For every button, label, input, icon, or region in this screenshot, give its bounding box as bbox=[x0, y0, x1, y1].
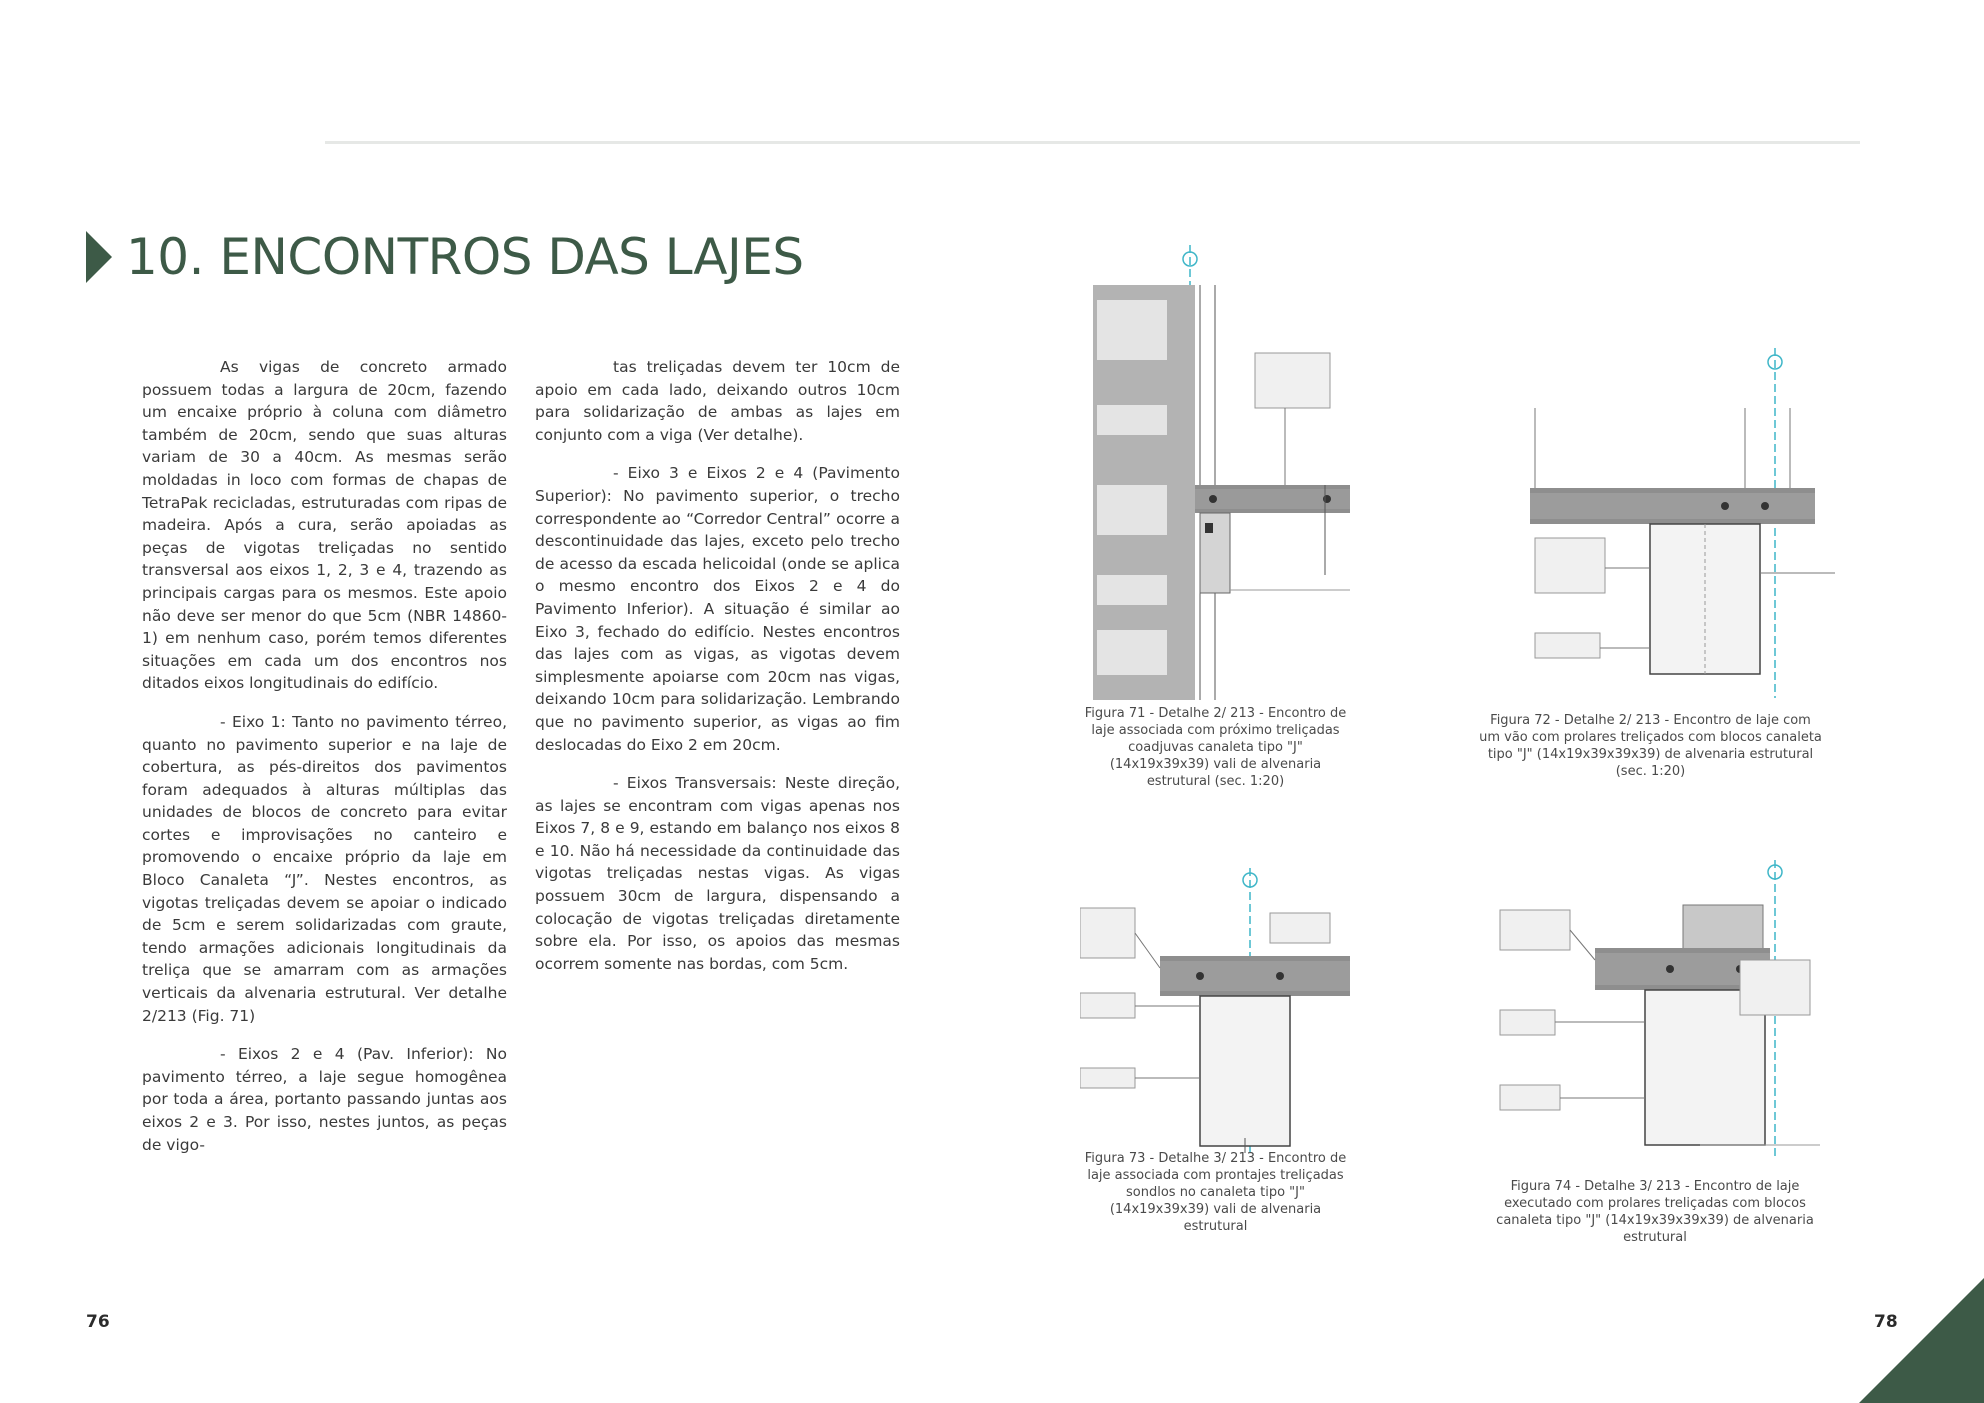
paragraph: As vigas de concreto armado possuem todas a largura de 20cm, fazendo um encaixe próprio à coluna com diâmetro também de 20cm, sendo que suas alturas variam de 30 a 40cm. As mesmas serão moldadas in loco com formas de chapas de TetraPak recicladas, estruturadas com ripas de madeira. Após a cura, serão apoiadas as peças de vigotas treliçadas no sentido transversal aos eixos 1, 2, 3 e 4, trazendo as principais cargas para os mesmos. Este apoio não deve ser menor do que 5cm (NBR 14860-1) em nenhum caso, porém temos diferentes situações em cada um dos encontros nos ditados eixos longitudinais do edifício. bbox=[142, 358, 507, 693]
page-number-right: 78 bbox=[1874, 1312, 1898, 1332]
figure-71-caption: Figura 71 - Detalhe 2/ 213 - Encontro de laje associada com próximo treliçadas coadjuvas canaleta tipo "J" (14x19x39x39) vali de alvenaria estrutural (sec. 1:20) bbox=[1084, 706, 1347, 789]
page-title: 10. ENCONTROS DAS LAJES bbox=[126, 228, 804, 286]
arrow-bullet-icon bbox=[86, 231, 112, 283]
paragraph: tas treliçadas devem ter 10cm de apoio em cada lado, deixando outros 10cm para solidarização de ambas as lajes em conjunto com a viga (Ver detalhe). bbox=[535, 358, 900, 444]
figure-74-drawing bbox=[1490, 860, 1840, 1160]
figure-72-caption: Figura 72 - Detalhe 2/ 213 - Encontro de laje com um vão com prolares treliçados com blocos canaleta tipo "J" (14x19x39x39x39) de alvenaria estrutural (sec. 1:20) bbox=[1479, 713, 1822, 779]
figure-73-caption: Figura 73 - Detalhe 3/ 213 - Encontro de laje associada com prontajes treliçadas sondlos no canaleta tipo "J" (14x19x39x39) vali de alvenaria estrutural bbox=[1084, 1151, 1347, 1234]
figure-73-drawing bbox=[1080, 868, 1355, 1153]
page-number-left: 76 bbox=[86, 1312, 110, 1332]
header-rule bbox=[325, 141, 1860, 144]
paragraph: - Eixos 2 e 4 (Pav. Inferior): No pavimento térreo, a laje segue homogênea por toda a área, portanto passando juntas aos eixos 2 e 3. Por isso, nestes juntos, as peças de vigo- bbox=[142, 1045, 507, 1154]
paragraph: - Eixo 1: Tanto no pavimento térreo, quanto no pavimento superior e na laje de cobertura, as pés-direitos dos pavimentos foram adequados à alturas múltiplas das unidades de blocos de concreto para evitar cortes e improvisações no canteiro e promovendo o encaixe próprio da laje em Bloco Canaleta “J”. Nestes encontros, as vigotas treliçadas devem se apoiar o indicado de 5cm e serem solidarizadas com graute, tendo armações adicionais longitudinais da treliça que se amarram com as armações verticais da alvenaria estrutural. Ver detalhe 2/213 (Fig. 71) bbox=[142, 712, 507, 1025]
corner-decoration bbox=[1859, 1278, 1984, 1403]
figure-74-caption: Figura 74 - Detalhe 3/ 213 - Encontro de laje executado com prolares treliçadas com blocos canaleta tipo "J" (14x19x39x39x39) de alvenaria estrutural bbox=[1496, 1179, 1814, 1245]
text-column-left bbox=[142, 356, 507, 1172]
figure-71-drawing bbox=[1085, 245, 1350, 700]
paragraph: - Eixo 3 e Eixos 2 e 4 (Pavimento Superior): No pavimento superior, o trecho correspondente ao “Corredor Central” ocorre a descontinuidade das lajes, exceto pelo trecho de acesso da escada helicoidal (onde se aplica o mesmo encontro dos Eixos 2 e 4 do Pavimento Inferior). A situação é similar ao Eixo 3, fechado do edifício. Nestes encontros das lajes com as vigas, as vigotas devem simplesmente apoiarse com 20cm nas vigas, deixando 10cm para solidarização. Lembrando que no pavimento superior, as vigas ao fim deslocadas do Eixo 2 em 20cm. bbox=[535, 464, 900, 754]
figure-72-drawing bbox=[1505, 348, 1845, 698]
section-heading bbox=[86, 228, 804, 286]
paragraph: - Eixos Transversais: Neste direção, as lajes se encontram com vigas apenas nos Eixos 7, 8 e 9, estando em balanço nos eixos 8 e 10. Não há necessidade da continuidade das vigotas treliçadas nestas vigas. As vigas possuem 30cm de largura, dispensando a colocação de vigotas treliçadas diretamente sobre ela. Por isso, os apoios das mesmas ocorrem somente nas bordas, com 5cm. bbox=[535, 774, 900, 973]
text-column-right bbox=[535, 356, 900, 991]
